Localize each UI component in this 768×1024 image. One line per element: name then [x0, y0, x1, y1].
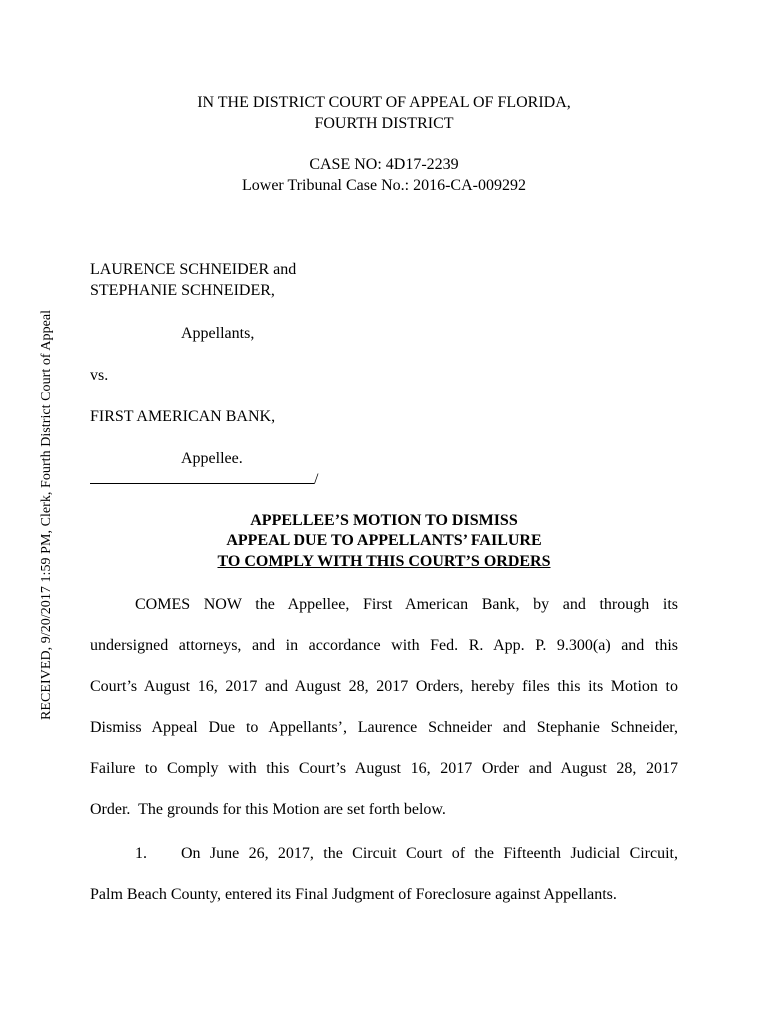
paragraph-1-line-4: Dismiss Appeal Due to Appellants’, Laurence Schneider and Stephanie Schneider,: [90, 719, 678, 736]
appellants-label: Appellants,: [181, 325, 255, 342]
court-name-line2: FOURTH DISTRICT: [314, 115, 454, 132]
motion-title-line3: [0, 553, 768, 571]
paragraph-1-line-3: Court’s August 16, 2017 and August 28, 2017 Orders, hereby files this its Motion to: [90, 678, 678, 695]
motion-title-line3-text: TO COMPLY WITH THIS COURT’S ORDERS: [217, 553, 551, 570]
case-number: CASE NO: 4D17-2239: [309, 156, 459, 173]
paragraph-1-line-5: Failure to Comply with this Court’s August 16, 2017 Order and August 28, 2017: [90, 760, 678, 777]
caption-rule: [90, 470, 314, 484]
appellant-name-line2: STEPHANIE SCHNEIDER,: [90, 282, 275, 299]
motion-title-line2: APPEAL DUE TO APPELLANTS’ FAILURE: [226, 532, 542, 549]
paragraph-1-line-1: COMES NOW the Appellee, First American Bank, by and through its: [135, 596, 678, 613]
appellee-label: Appellee.: [181, 450, 243, 467]
paragraph-2-line-2: Palm Beach County, entered its Final Judgment of Foreclosure against Appellants.: [90, 886, 617, 903]
appellant-name-line1: LAURENCE SCHNEIDER and: [90, 261, 297, 278]
court-name-line1: IN THE DISTRICT COURT OF APPEAL OF FLORIDA,: [197, 94, 571, 111]
versus-label: vs.: [90, 367, 109, 384]
paragraph-1-line-6: Order. The grounds for this Motion are set forth below.: [90, 801, 446, 818]
paragraph-2-number: 1.: [135, 845, 147, 862]
appellee-name: FIRST AMERICAN BANK,: [90, 408, 276, 425]
lower-tribunal-case-number: Lower Tribunal Case No.: 2016-CA-009292: [242, 177, 526, 194]
paragraph-2-line-1: On June 26, 2017, the Circuit Court of the Fifteenth Judicial Circuit,: [181, 845, 678, 862]
motion-title-line1: APPELLEE’S MOTION TO DISMISS: [250, 512, 518, 529]
paragraph-1-line-2: undersigned attorneys, and in accordance with Fed. R. App. P. 9.300(a) and this: [90, 637, 678, 654]
received-stamp: RECEIVED, 9/20/2017 1:59 PM, Clerk, Fourth District Court of Appeal: [39, 309, 54, 720]
caption-slash: /: [314, 471, 319, 488]
caption-separator-line: [90, 470, 318, 489]
